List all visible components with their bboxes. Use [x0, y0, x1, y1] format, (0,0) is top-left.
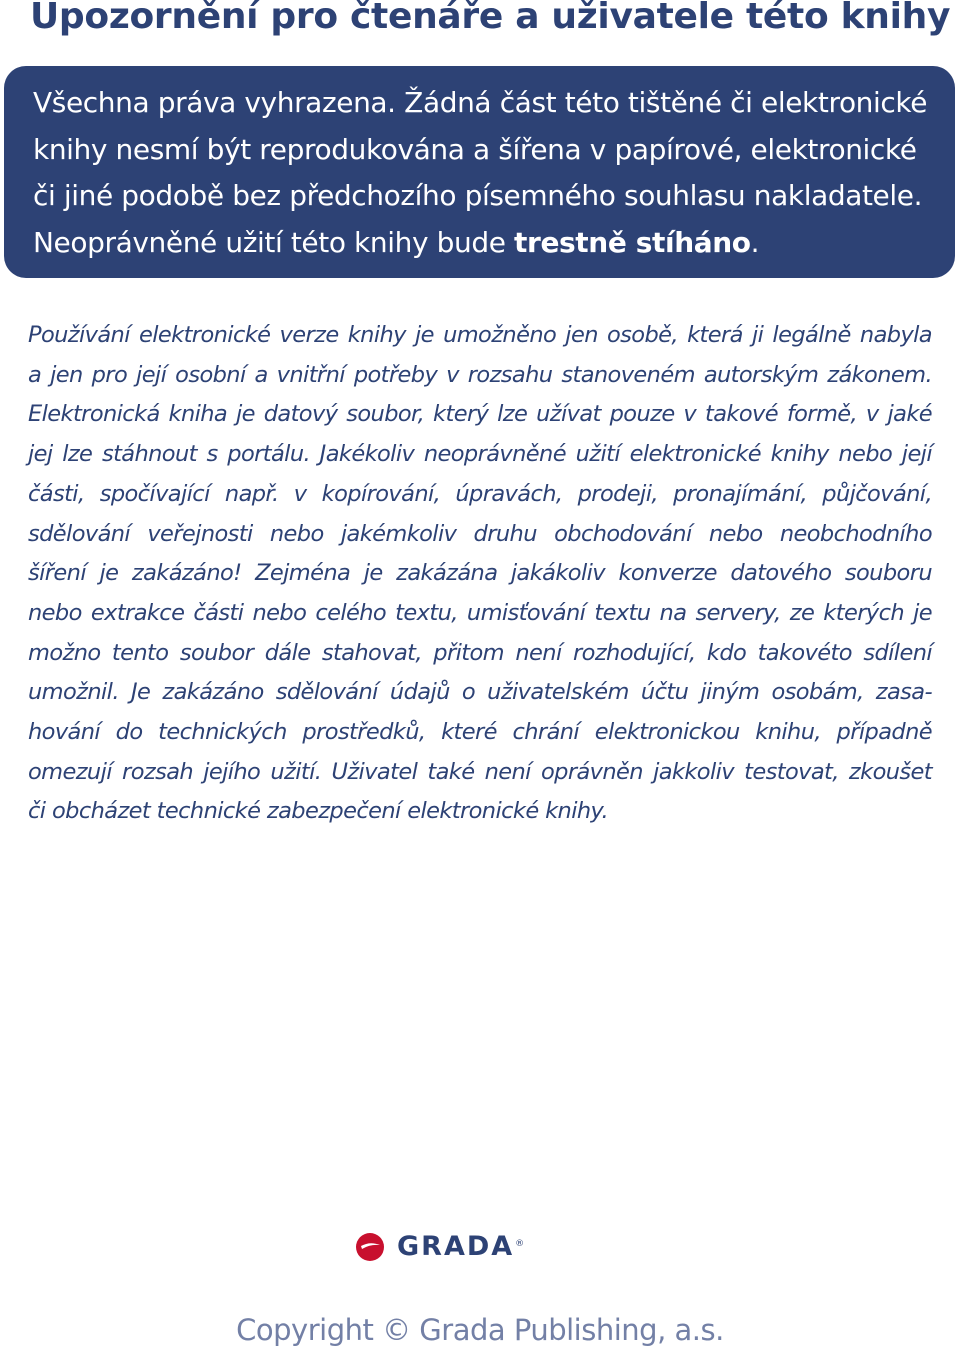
- grada-mark-icon: [355, 1232, 385, 1262]
- registered-mark: ®: [515, 1239, 525, 1249]
- notice-emphasis: trestně stíháno: [514, 225, 751, 259]
- grada-wordmark: GRADA: [397, 1231, 515, 1262]
- notice-line: Všechna práva vyhrazena. Žádná část této tištěné či elektronické: [33, 86, 928, 119]
- notice-line: knihy nesmí být reprodukována a šířena v papírové, elektronické: [33, 132, 917, 166]
- body-line: omezují rozsah jejího užití. Uživatel také není oprávněn jakkoliv testovat, zkoušet: [28, 758, 932, 785]
- body-line: a jen pro její osobní a vnitřní potřeby v rozsahu stanoveném autorským zákonem.: [28, 361, 932, 388]
- notice-suffix: .: [750, 225, 760, 259]
- body-line: sdělování veřejnosti nebo jakémkoliv druhu obchodování nebo neobchodního: [28, 520, 932, 547]
- notice-line-last: [33, 220, 929, 267]
- body-line: jej lze stáhnout s portálu. Jakékoliv neoprávněné užití elektronické knihy nebo její: [28, 441, 932, 468]
- rights-notice-box: [4, 66, 955, 278]
- grada-logo: [355, 1230, 607, 1264]
- usage-terms-paragraph: [28, 316, 932, 832]
- copyright-notice: Copyright © Grada Publishing, a.s.: [236, 1313, 724, 1347]
- body-line: šíření je zakázáno! Zejména je zakázána jakákoliv konverze datového souboru: [28, 560, 932, 587]
- body-line: umožnil. Je zakázáno sdělování údajů o uživatelském účtu jiným osobám, zasa-: [28, 679, 932, 706]
- body-line: nebo extrakce části nebo celého textu, umisťování textu na servery, ze kterých je: [28, 599, 932, 626]
- body-line: Používání elektronické verze knihy je umožněno jen osobě, která ji legálně nabyla: [28, 322, 932, 348]
- body-line: hování do technických prostředků, které chrání elektronickou knihu, případně: [28, 719, 932, 746]
- page-title: Upozornění pro čtenáře a uživatele této knihy: [30, 0, 951, 37]
- body-line: možno tento soubor dále stahovat, přitom není rozhodující, kdo takovéto sdílení: [28, 639, 932, 666]
- notice-line: či jiné podobě bez předchozího písemného souhlasu nakladatele.: [33, 179, 923, 212]
- notice-prefix: Neoprávněné užití této knihy bude: [33, 225, 515, 259]
- body-line: Elektronická kniha je datový soubor, který lze užívat pouze v takové formě, v jaké: [28, 401, 932, 428]
- body-line-last: či obcházet technické zabezpečení elektronické knihy.: [28, 798, 609, 825]
- body-line: části, spočívající např. v kopírování, úpravách, prodeji, pronajímání, půjčování,: [28, 480, 932, 507]
